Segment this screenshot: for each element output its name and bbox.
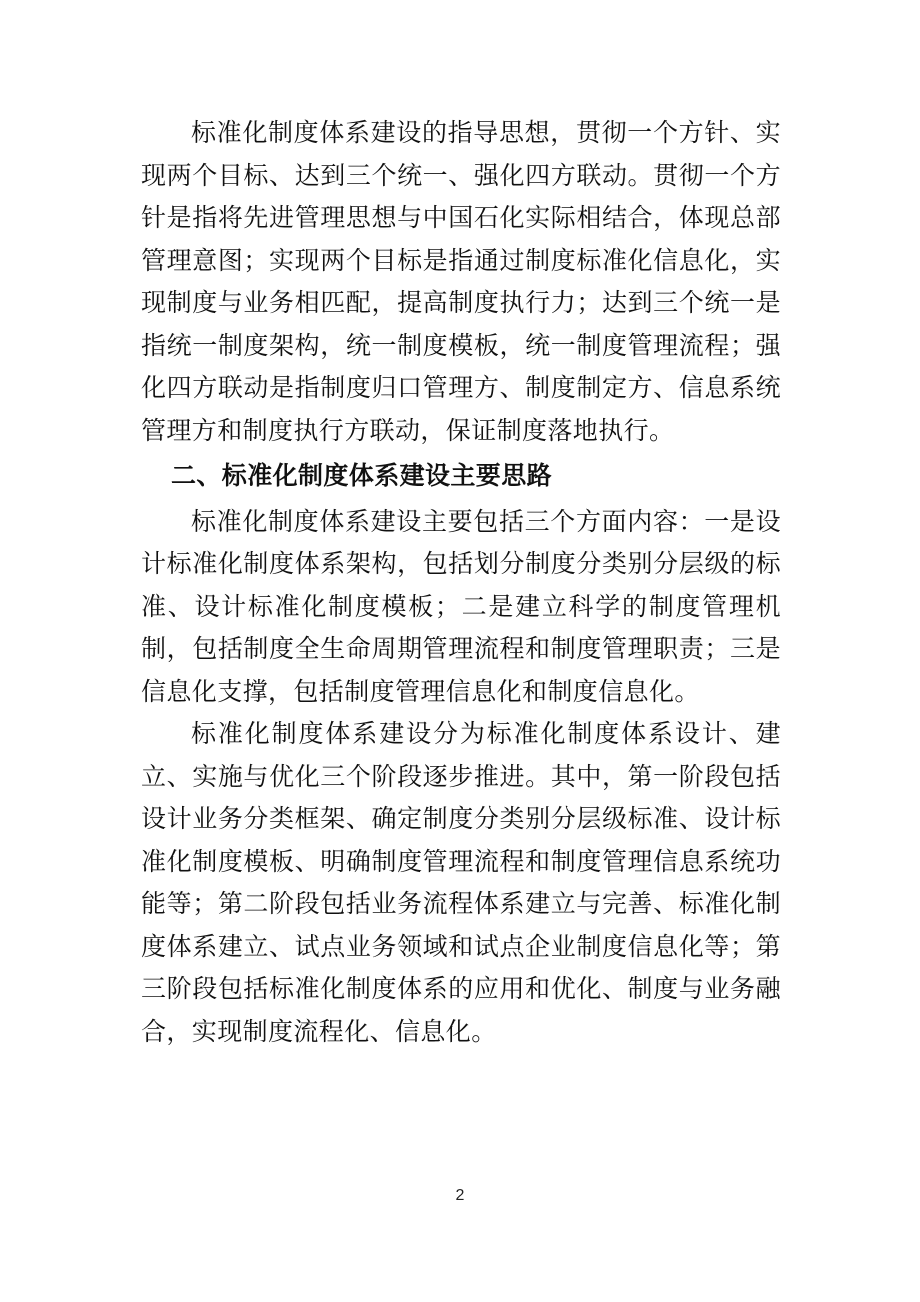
paragraph-main-content: 标准化制度体系建设主要包括三个方面内容：一是设计标准化制度体系架构，包括划分制度分类别分层级的标准、设计标准化制度模板；二是建立科学的制度管理机制，包括制度全生命周期管理流程和制度管理职责；三是信息化支撑，包括制度管理信息化和制度信息化。 [141, 506, 781, 706]
section-heading: 二、标准化制度体系建设主要思路 [171, 461, 553, 490]
paragraph-guiding-ideology: 标准化制度体系建设的指导思想，贯彻一个方针、实现两个目标、达到三个统一、强化四方联动。贯彻一个方针是指将先进管理思想与中国石化实际相结合，体现总部管理意图；实现两个目标是指通过制度标准化信息化，实现制度与业务相匹配，提高制度执行力；达到三个统一是指统一制度架构，统一制度模板，统一制度管理流程；强化四方联动是指制度归口管理方、制度制定方、信息系统管理方和制度执行方联动，保证制度落地执行。 [141, 118, 781, 445]
document-body [141, 112, 781, 1053]
paragraph-phases: 标准化制度体系建设分为标准化制度体系设计、建立、实施与优化三个阶段逐步推进。其中，第一阶段包括设计业务分类框架、确定制度分类别分层级标准、设计标准化制度模板、明确制度管理流程和制度管理信息系统功能等；第二阶段包括业务流程体系建立与完善、标准化制度体系建立、试点业务领域和试点企业制度信息化等；第三阶段包括标准化制度体系的应用和优化、制度与业务融合，实现制度流程化、信息化。 [141, 719, 781, 1046]
page-number: 2 [455, 1187, 465, 1204]
